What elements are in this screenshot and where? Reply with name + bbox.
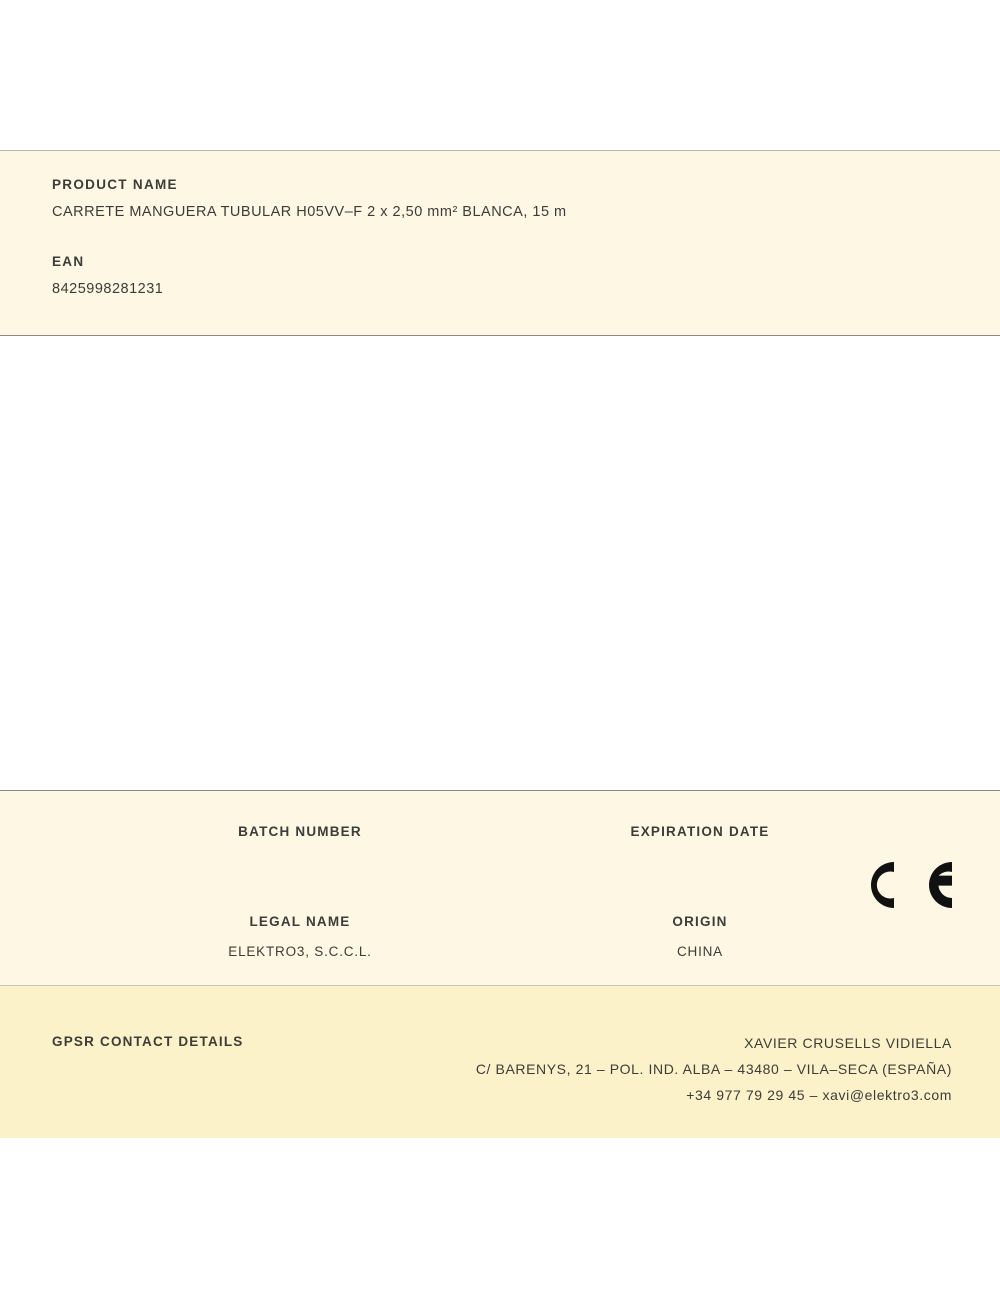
gpsr-contact-details [476,1030,952,1108]
legal-name-value: ELEKTRO3, S.C.C.L. [228,944,372,959]
batch-number-label: BATCH NUMBER [238,824,362,839]
expiration-date-label: EXPIRATION DATE [630,824,770,839]
origin-label: ORIGIN [672,914,728,929]
batch-legal-section [0,790,1000,986]
gpsr-contact-section [0,986,1000,1138]
product-details-section [0,150,1000,336]
ean-label: EAN [52,254,85,269]
gpsr-contact-name: XAVIER CRUSELLS VIDIELLA [744,1035,952,1051]
gpsr-contact-label: GPSR CONTACT DETAILS [52,1034,244,1049]
origin-value: CHINA [676,944,723,959]
page-footer-area [0,1138,1000,1300]
empty-content-area [0,336,1000,790]
ce-mark-icon [856,857,952,913]
field-spacer [52,220,948,254]
gpsr-contact-phone-email: +34 977 79 29 45 – xavi@elektro3.com [686,1087,952,1103]
legal-name-label: LEGAL NAME [249,914,351,929]
ean-value: 8425998281231 [52,281,164,297]
product-name-value: CARRETE MANGUERA TUBULAR H05VV–F 2 x 2,50 mm² BLANCA, 15 m [52,204,567,220]
product-name-label: PRODUCT NAME [52,177,178,192]
gpsr-contact-address: C/ BARENYS, 21 – POL. IND. ALBA – 43480 – VILA–SECA (ESPAÑA) [475,1061,952,1077]
